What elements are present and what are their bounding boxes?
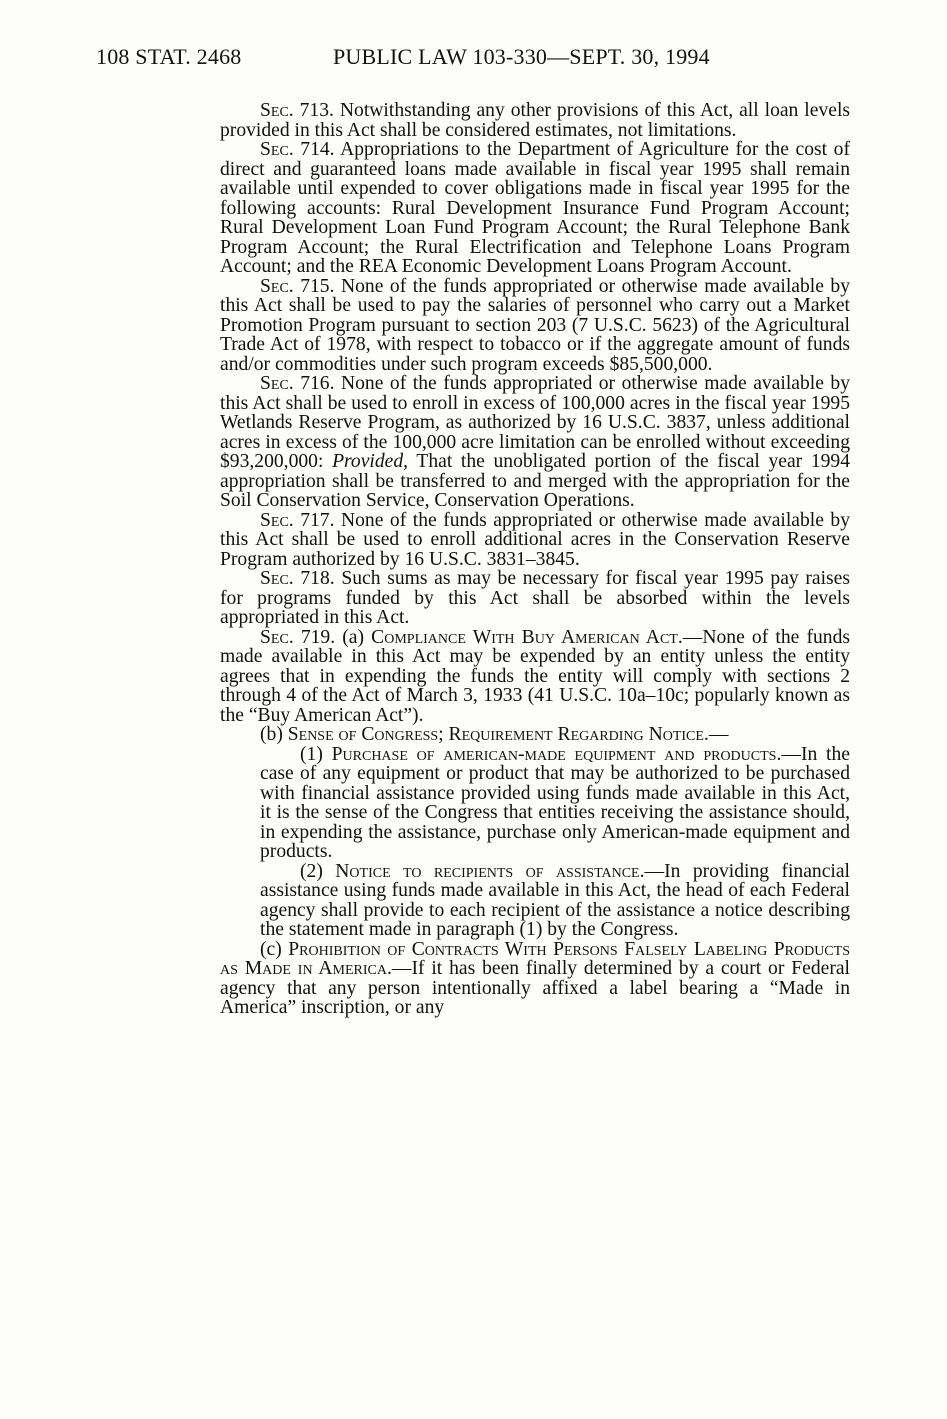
subsection-heading: Compliance With Buy American Act. <box>371 626 683 648</box>
section-719-b-2 <box>220 862 850 940</box>
paragraph-marker: (2) <box>300 860 336 882</box>
section-text: Notwithstanding any other provisions of this Act, all loan levels provided in this Act shall be considered estimates, not limitations. <box>220 100 851 141</box>
section-text: None of the funds appropriated or otherwise made available by this Act shall be used to enroll additional acres in the Conservation Reserve Program authorized by 16 U.S.C. 3831–3845. <box>220 509 851 570</box>
section-719-b <box>220 725 850 745</box>
section-718 <box>220 569 850 628</box>
section-label: Sec. 716. <box>260 373 335 394</box>
section-label: Sec. 715. <box>260 275 335 297</box>
section-text-continued: , That the unobligated portion of the fiscal year 1994 appropriation shall be transferred to and merged with the appropriation for the Soil Conservation Service, Conservation Operations. <box>220 451 851 511</box>
subsection-text: —None of the funds made available in this Act may be expended by an entity unless the entity agrees that in expending the funds the entity will comply with sections 2 through 4 of the Act of March 3, 1933 (41 U.S.C. 10a–10c; popularly known as the “Buy American Act”). <box>220 626 851 726</box>
section-label: Sec. 717. <box>260 509 335 531</box>
section-719-b-1 <box>220 745 850 862</box>
provided-proviso: Provided <box>332 451 404 472</box>
subsection-heading: Sense of Congress; Requirement Regarding Notice. <box>287 724 709 745</box>
section-label: Sec. 714. <box>260 139 335 160</box>
section-715 <box>220 277 850 375</box>
section-719-c <box>220 940 850 1018</box>
paragraph-heading: Notice to recipients of assistance. <box>335 860 645 882</box>
public-law-title: PUBLIC LAW 103-330—SEPT. 30, 1994 <box>333 44 710 69</box>
paragraph-text: —In providing financial assistance using funds made available in this Act, the head of each Federal agency shall provide to each recipient of the assistance a notice describing the statement made in paragraph (1) by the Congress. <box>260 860 850 940</box>
subsection-marker: (a) <box>335 626 372 648</box>
paragraph-text: —In the case of any equipment or product that may be authorized to be purchased with financial assistance provided using funds made available in this Act, it is the sense of the Congress that entities receiving the assistance should, in expending the assistance, purchase only American-made equipment and products. <box>260 743 850 862</box>
section-717 <box>220 511 850 570</box>
section-label: Sec. 713. <box>260 100 334 121</box>
section-text: None of the funds appropriated or otherwise made available by this Act shall be used to enroll in excess of 100,000 acres in the fiscal year 1995 Wetlands Reserve Program, as authorized by 16 U.S.C. 3837, unless additional acres in excess of the 100,000 acre limitation can be enrolled without exceeding $93,200,000: <box>220 373 851 472</box>
section-713 <box>220 101 850 140</box>
section-text: None of the funds appropriated or otherwise made available by this Act shall be used to pay the salaries of personnel who carry out a Market Promotion Program pursuant to section 203 (7 U.S.C. 5623) of the Agricultural Trade Act of 1978, with respect to tobacco or if the aggregate amount of funds and/or commodities under such program exceeds $85,500,000. <box>220 275 851 375</box>
section-text: Appropriations to the Department of Agriculture for the cost of direct and guaranteed loans made available in fiscal year 1995 shall remain available until expended to cover obligations made in fiscal year 1995 for the following accounts: Rural Development Insurance Fund Program Account; Rural Development Loan Fund Program Account; the Rural Telephone Bank Program Account; the Rural Electrification and Telephone Loans Program Account; and the REA Economic Development Loans Program Account. <box>220 139 850 277</box>
paragraph-heading: Purchase of american-made equipment and products. <box>331 743 782 765</box>
subsection-dash: — <box>708 724 729 745</box>
section-label: Sec. 719. <box>260 626 336 648</box>
body-text <box>220 101 850 1018</box>
subsection-text: —If it has been finally determined by a court or Federal agency that any person intentionally affixed a label bearing a “Made in America” inscription, or any <box>220 958 850 1018</box>
subsection-heading: Prohibition of Contracts With Persons Falsely Labeling Products as Made in America. <box>220 938 850 979</box>
paragraph-marker: (1) <box>300 743 332 765</box>
subsection-marker: (b) <box>260 724 288 745</box>
section-716 <box>220 374 850 511</box>
statute-page-reference: 108 STAT. 2468 <box>96 44 242 69</box>
subsection-marker: (c) <box>260 938 289 960</box>
section-text: Such sums as may be necessary for fiscal year 1995 pay raises for programs funded by this Act shall be absorbed within the levels appropriated in this Act. <box>220 568 851 628</box>
section-label: Sec. 718. <box>260 568 335 589</box>
section-719-a <box>220 628 850 726</box>
section-714 <box>220 140 850 277</box>
